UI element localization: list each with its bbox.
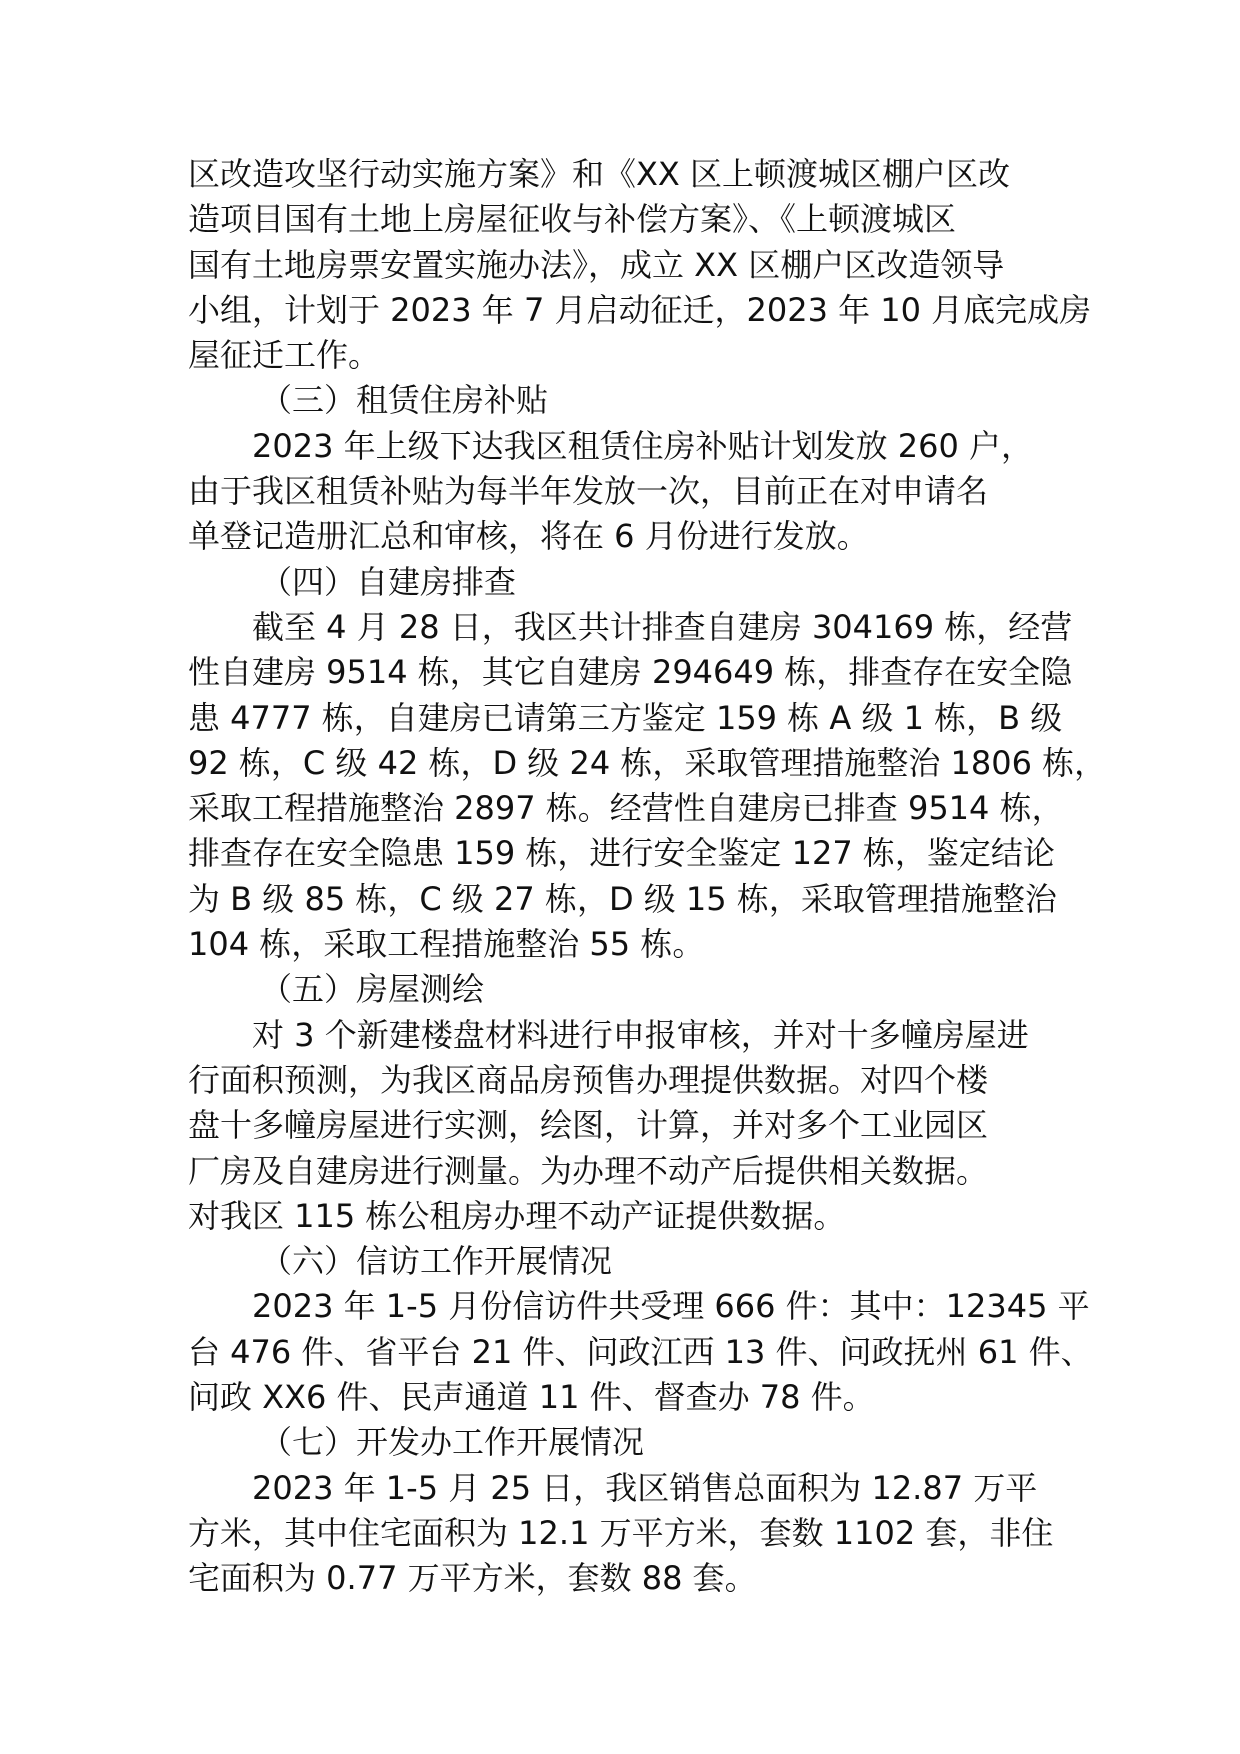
text-line: 盘十多幢房屋进行实测，绘图，计算，并对多个工业园区 [188,1106,989,1145]
text-line: 由于我区租赁补贴为每半年发放一次，目前正在对申请名 [188,472,989,511]
text-line: 方米，其中住宅面积为 12.1 万平方米，套数 1102 套，非住 [188,1513,1054,1552]
text-line: 截至 4 月 28 日，我区共计排查自建房 304169 栋，经营 [252,607,1073,646]
section-heading: （三）租赁住房补贴 [260,381,549,420]
text-line: 2023 年 1-5 月份信访件共受理 666 件：其中：12345 平 [252,1287,1090,1326]
text-line: 排查存在安全隐患 159 栋，进行安全鉴定 127 栋，鉴定结论 [188,834,1055,873]
text-line: 对 3 个新建楼盘材料进行申报审核，并对十多幢房屋进 [252,1015,1029,1054]
text-line: 2023 年上级下达我区租赁住房补贴计划发放 260 户， [252,426,1034,465]
text-line: 对我区 115 栋公租房办理不动产证提供数据。 [188,1196,846,1235]
text-line: 单登记造册汇总和审核，将在 6 月份进行发放。 [188,517,869,556]
text-line: 屋征迁工作。 [188,336,381,375]
text-line: 国有土地房票安置实施办法》，成立 XX 区棚户区改造领导 [188,245,1005,284]
text-line: 2023 年 1-5 月 25 日，我区销售总面积为 12.87 万平 [252,1468,1038,1507]
text-line: 性自建房 9514 栋，其它自建房 294649 栋，排查存在安全隐 [188,653,1073,692]
text-line: 104 栋，采取工程措施整治 55 栋。 [188,925,705,964]
text-line: 宅面积为 0.77 万平方米，套数 88 套。 [188,1559,757,1598]
section-heading: （四）自建房排查 [260,562,517,601]
text-line: 台 476 件、省平台 21 件、问政江西 13 件、问政抚州 61 件、 [188,1332,1093,1371]
section-heading: （五）房屋测绘 [260,970,485,1009]
text-line: 厂房及自建房进行测量。为办理不动产后提供相关数据。 [188,1151,989,1190]
text-line: 患 4777 栋，自建房已请第三方鉴定 159 栋 A 级 1 栋，B 级 [188,698,1063,737]
text-line: 小组，计划于 2023 年 7 月启动征迁，2023 年 10 月底完成房 [188,290,1092,329]
text-line: 采取工程措施整治 2897 栋。经营性自建房已排查 9514 栋， [188,789,1064,828]
document-body [188,152,1107,1602]
section-heading: （六）信访工作开展情况 [260,1242,613,1281]
text-line: 为 B 级 85 栋，C 级 27 栋，D 级 15 栋，采取管理措施整治 [188,879,1057,918]
text-line: 92 栋，C 级 42 栋，D 级 24 栋，采取管理措施整治 1806 栋， [188,743,1107,782]
text-line: 行面积预测，为我区商品房预售办理提供数据。对四个楼 [188,1060,989,1099]
text-line: 区改造攻坚行动实施方案》和《XX 区上顿渡城区棚户区改 [188,155,1011,193]
text-line: 问政 XX6 件、民声通道 11 件、督查办 78 件。 [188,1378,875,1417]
section-heading: （七）开发办工作开展情况 [260,1423,645,1462]
text-line: 造项目国有土地上房屋征收与补偿方案》、《上顿渡城区 [188,200,957,239]
